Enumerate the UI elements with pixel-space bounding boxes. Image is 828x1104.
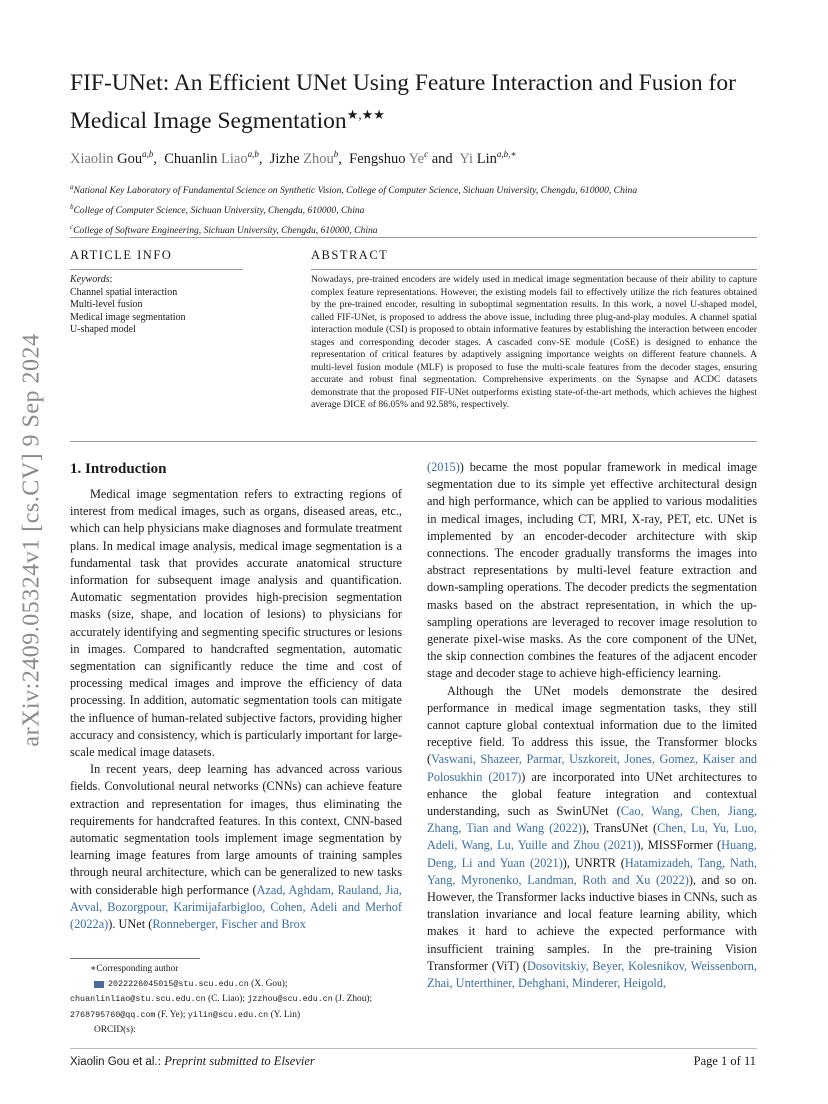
abstract-text: Nowadays, pre-trained encoders are widely used in medical image segmentation because of their ability to capture complex feature representations. However, the existing models fail to effectively utilize the rich features obtained by the pre-trained encoder, resulting in suboptimal segmentation results. In this work, a novel U-shaped model, called FIF-UNet, is proposed to address the above issue, including three plug-and-play modules. A channel spatial interaction module (CSI) is proposed to obtain informative features by establishing the interaction between encoder stages and corresponding decoder stages. A cascaded conv-SE module (CoSE) is designed to enhance the representation of critical features by adaptively assigning importance weights on different feature channels. A multi-level fusion module (MLF) is proposed to fuse the multi-scale features from the decoder stages, ensuring accurate and robust final segmentation. Comprehensive experiments on the Synapse and ACDC datasets demonstrate that the proposed FIF-UNet outperforms existing state-of-the-art methods, which achieves the highest average DICE of 86.05% and 92.58%, respectively. [311,274,757,411]
orcid-label: ORCID(s): [94,1024,136,1035]
keywords-block: Keywords: Channel spatial interaction Multi-level fusion Medical image segmentation U-shaped model [70,274,245,337]
citation-link[interactable]: Dosovitskiy, Beyer, Kolesnikov, Weissenborn, Zhai, Unterthiner, Dehghani, Minderer, Heigold, [427,958,757,991]
keyword: Channel spatial interaction [70,286,178,298]
author-list: Xiaolin Gou$^{a,b}$, Chuanlin Liao$^{a,b}$, Jizhe Zhou$^b$, Fengshuo Ye$^c$ and Yi Lin$^{a,b,∗}$ [70,149,517,167]
citation-link[interactable]: (2015) [427,460,460,474]
abstract-bottom-rule [70,441,757,442]
keywords-label: Keywords [70,274,110,285]
keyword: U-shaped model [70,324,136,336]
email-line: 2022226045015@stu.scu.edu.cn (X. Gou); [70,977,410,992]
header-divider [70,237,757,238]
author: Yi Lin$^{a,b,∗}$ [459,149,517,167]
email-line: 2768795760@qq.com (F. Ye); yilin@scu.edu.cn (Y. Lin) [70,1009,301,1020]
citation-link[interactable]: Azad, Aghdam, Rauland, Jia, Avval, Bozorgpour, Karimijafarbigloo, Cohen, Adeli and Merhof (2022a) [70,882,402,932]
keyword: Multi-level fusion [70,299,143,311]
author: Chuanlin Liao$^{a,b}$ [164,149,259,167]
email-link[interactable]: jzzhou@scu.edu.cn [247,994,333,1005]
email-link[interactable]: 2022226045015@stu.scu.edu.cn [108,979,249,990]
footnote-rule [70,958,200,959]
citation-link[interactable]: Huang, Deng, Li and Yuan (2021) [427,838,757,870]
page-number: Page 1 of 11 [693,1054,756,1068]
arxiv-stamp [10,300,54,780]
footer-preprint: Preprint submitted to Elsevier [164,1054,315,1068]
article-info-heading: ARTICLE INFO [70,248,173,262]
affiliation: $^c$College of Software Engineering, Sichuan University, Chengdu, 610000, China [70,223,378,237]
email-link[interactable]: yilin@scu.edu.cn [187,1009,269,1020]
footnotes [70,962,410,1038]
email-line: chuanlinliao@stu.scu.edu.cn (C. Liao); jzzhou@scu.edu.cn (J. Zhou); [70,994,373,1005]
left-column [70,486,402,933]
corresponding-author-note: ∗Corresponding author [90,964,179,974]
arxiv-stamp-text: arXiv:2409.05324v1 [cs.CV] 9 Sep 2024 [18,333,45,747]
right-column [427,459,757,992]
citation-link[interactable]: Chen, Lu, Yu, Luo, Adeli, Wang, Lu, Yuille and Zhou (2021) [427,821,757,853]
title-line-2: Medical Image Segmentation [70,107,347,134]
abstract-heading: ABSTRACT [311,248,389,262]
email-link[interactable]: 2768795760@qq.com [70,1009,156,1020]
envelope-icon [94,981,104,988]
paragraph: Medical image segmentation refers to extracting regions of interest from medical images, such as organs, diseased areas, etc., which can help physicians make diagnoses and formulate treatment plans. In medical image analysis, medical image segmentation is a fundamental task that provides accurate anatomical structure information for subsequent image analysis and quantification. Automatic segmentation provides high-precision segmentation masks (size, shape, and location of lesions) to physicians for accurately identifying and segmenting specific structures or lesions in images. Compared to handcrafted segmentation, automatic segmentation can significantly reduce the time and cost of processing medical images and improve the efficiency of data processing. In addition, automatic segmentation tools can mitigate the influence of human-related subjective factors, providing higher accuracy and consistency, which is particularly important for large-scale medical image datasets. [70,487,402,760]
footer-rule [70,1048,757,1049]
affiliation: $^a$National Key Laboratory of Fundamental Science on Synthetic Vision, College of Computer Science, Sichuan University, Chengdu, 610000, China [70,183,638,197]
paper-title [70,68,770,137]
footer-authors: Xiaolin Gou et al. [70,1056,158,1068]
author-and: and [431,150,453,167]
affiliation: $^b$College of Computer Science, Sichuan University, Chengdu, 610000, China [70,203,365,217]
keyword: Medical image segmentation [70,311,186,323]
citation-link[interactable]: Hatamizadeh, Tang, Nath, Yang, Myronenko, Landman, Roth and Xu (2022) [427,855,757,887]
title-line-1: FIF-UNet: An Efficient UNet Using Feature Interaction and Fusion for [70,70,736,96]
citation-link[interactable]: Vaswani, Shazeer, Parmar, Uszkoreit, Jones, Gomez, Kaiser and Polosukhin (2017) [427,752,757,784]
title-marks: ★,★★ [346,107,385,122]
article-info-rule [70,269,243,270]
paragraph: (2015)) became the most popular framework in medical image segmentation due to its simple yet effective architectural design and high performance, which can be applied to various modalities in medical images, including CT, MRI, X-ray, PET, etc. UNet is implemented by an encoder-decoder architecture with skip connections. The encoder gradually transforms the images into abstract representations by multi-level feature extraction and down-sampling operations. The decoder predicts the segmentation masks based on the abstract representation, in which the up-sampling operations are leveraged to recover image resolution to generate pixel-wise masks. As the core component of the UNet, the skip connection combines the features of the adjacent encoder stage and decoder stage to achieve high-efficiency learning. [427,460,757,681]
section-heading: 1. Introduction [70,461,167,477]
paragraph: Although the UNet models demonstrate the desired performance in medical image segmentation tasks, they still cannot capture global contextual information due to the limited receptive field. To address this issue, the Transformer blocks (Vaswani, Shazeer, Parmar, Uszkoreit, Jones, Gomez, Kaiser and Polosukhin (2017)) are incorporated into UNet architectures to enhance the global feature integration and contextual understanding, such as SwinUNet (Cao, Wang, Chen, Jiang, Zhang, Tian and Wang (2022)), TransUNet (Chen, Lu, Yu, Luo, Adeli, Wang, Lu, Yuille and Zhou (2021)), MISSFormer (Huang, Deng, Li and Yuan (2021)), UNRTR (Hatamizadeh, Tang, Nath, Yang, Myronenko, Landman, Roth and Xu (2022)), and so on. However, the Transformer lacks inductive biases in CNNs, such as translation invariance and local feature learning ability, which makes it hard to achieve the expected performance with insufficient training samples. In the pre-training Vision Transformer (ViT) (Dosovitskiy, Beyer, Kolesnikov, Weissenborn, Zhai, Unterthiner, Dehghani, Minderer, Heigold, [427,683,758,991]
email-link[interactable]: chuanlinliao@stu.scu.edu.cn [70,994,206,1005]
author: Fengshuo Ye$^c$ [349,149,429,167]
author: Xiaolin Gou$^{a,b}$ [70,149,154,167]
paragraph: In recent years, deep learning has advanced across various fields. Convolutional neural networks (CNNs) can achieve feature extraction and representation for images, thus eliminating the requirements for handcrafted features. In this context, CNN-based automatic segmentation tools implement image segmentation by learning image features from large amounts of training samples through neural architecture, which can be generalized to new tasks with considerable high performance (Azad, Aghdam, Rauland, Jia, Avval, Bozorgpour, Karimijafarbigloo, Cohen, Adeli and Merhof (2022a)). UNet (Ronneberger, Fischer and Brox [70,762,402,932]
abstract-rule [311,269,757,270]
citation-link[interactable]: Ronneberger, Fischer and Brox [152,917,306,932]
footer-left: Xiaolin Gou et al.: Preprint submitted to Elsevier [70,1054,315,1068]
citation-link[interactable]: Cao, Wang, Chen, Jiang, Zhang, Tian and Wang (2022) [427,804,757,836]
affiliations [70,179,770,240]
author: Jizhe Zhou$^b$ [269,149,339,167]
